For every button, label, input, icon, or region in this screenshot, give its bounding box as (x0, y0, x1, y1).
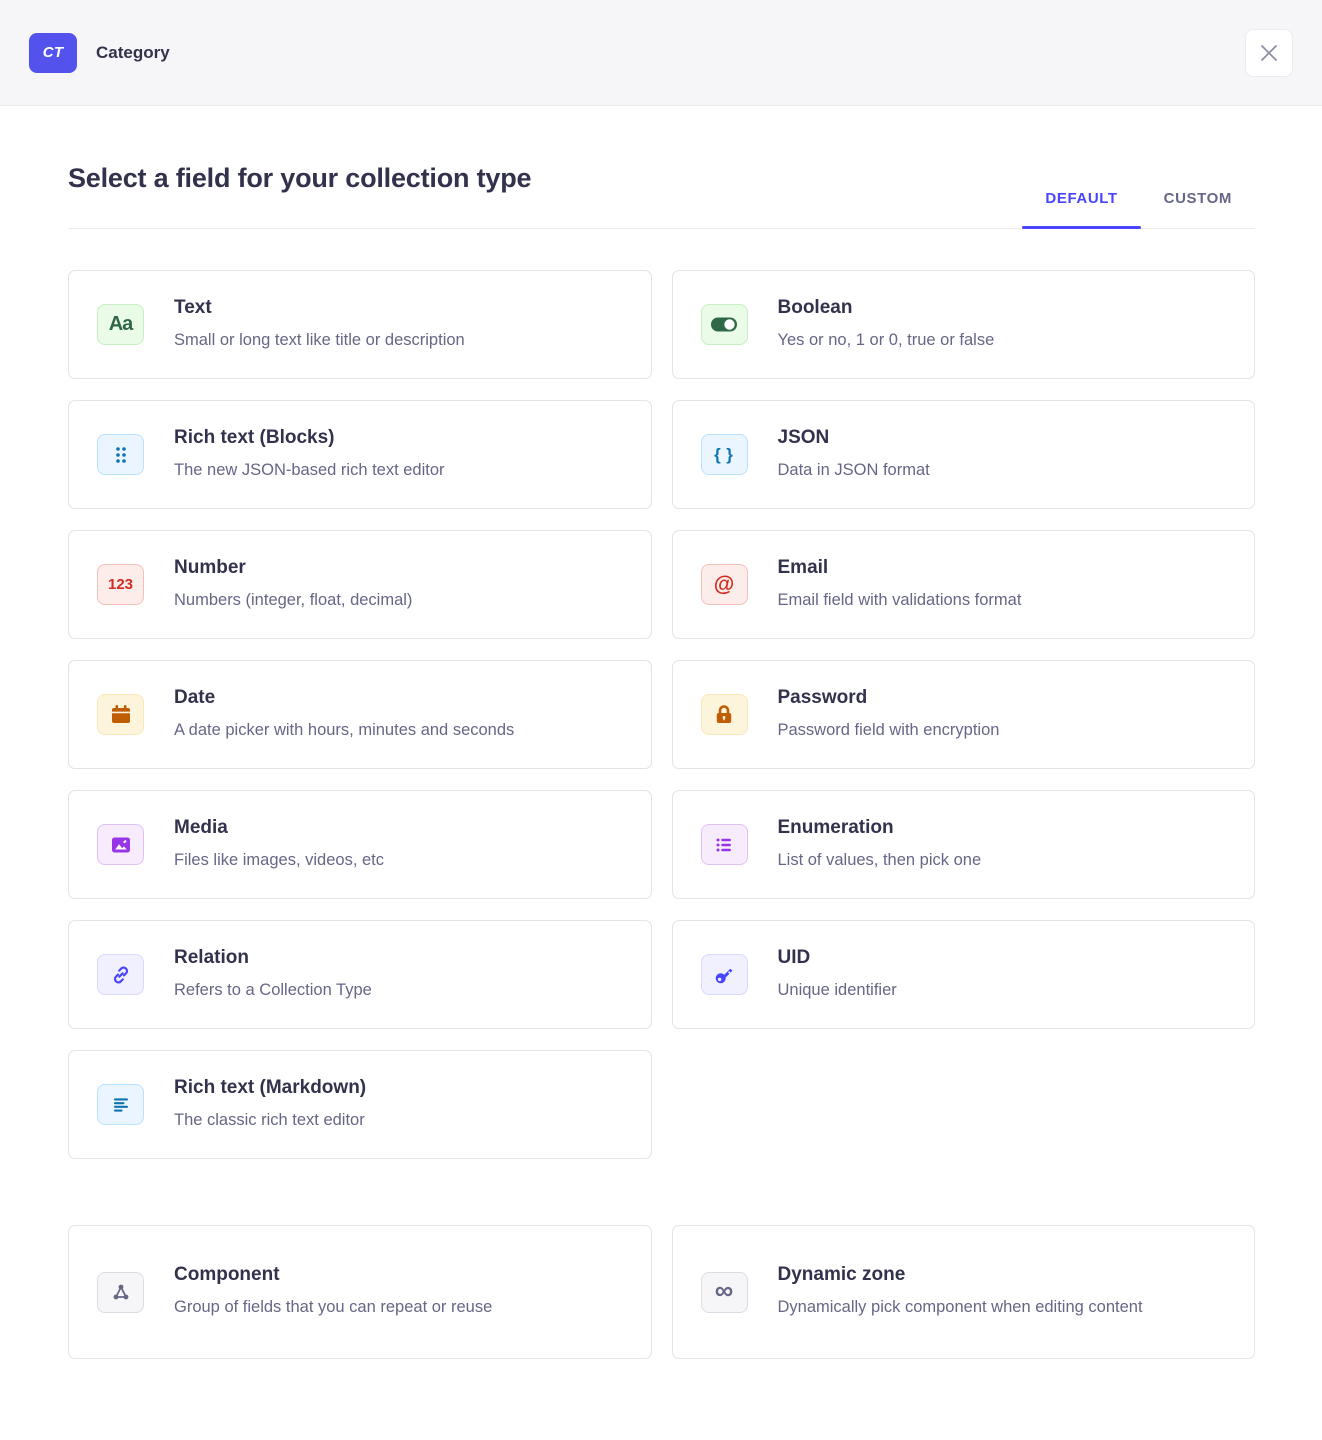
relation-icon (97, 954, 144, 995)
field-card-text[interactable] (68, 270, 652, 379)
page-title: Select a field for your collection type (68, 163, 532, 193)
field-card-description: Password field with encryption (777, 720, 1000, 739)
field-card-text (778, 1264, 1143, 1320)
field-card-enumeration[interactable] (672, 790, 1256, 899)
content-type-name: Category (96, 42, 170, 62)
field-card-media[interactable] (68, 790, 652, 899)
field-card-text (174, 817, 384, 873)
field-card-title: UID (777, 946, 811, 968)
field-card-component[interactable] (68, 1225, 652, 1359)
richtext-blocks-icon (97, 434, 144, 475)
field-card-text (174, 1077, 366, 1133)
field-card-description: Small or long text like title or description (174, 330, 465, 349)
field-card-title: Text (174, 296, 212, 318)
field-card-description: Group of fields that you can repeat or reuse (174, 1298, 493, 1316)
field-card-text (174, 687, 514, 743)
field-card-description: A date picker with hours, minutes and seconds (174, 720, 515, 739)
field-card-text (778, 297, 995, 353)
number-icon: 123 (97, 564, 144, 605)
field-card-title: Password (777, 686, 868, 708)
field-card-text (778, 687, 1000, 743)
field-card-title: Rich text (Markdown) (174, 1076, 367, 1098)
field-card-description: The classic rich text editor (174, 1110, 365, 1129)
enumeration-icon (701, 824, 748, 865)
field-card-text (174, 1264, 492, 1320)
field-card-description: Email field with validations format (777, 590, 1022, 609)
dynamiczone-icon: ∞ (701, 1272, 748, 1313)
field-card-description: Yes or no, 1 or 0, true or false (777, 330, 995, 349)
field-card-description: Files like images, videos, etc (174, 850, 384, 869)
field-card-json[interactable] (672, 400, 1256, 509)
field-card-title: Relation (174, 946, 249, 968)
field-card-text (174, 297, 465, 353)
text-icon: Aa (97, 304, 144, 345)
content-type-badge: CT (29, 33, 77, 73)
field-card-title: Rich text (Blocks) (174, 426, 335, 448)
field-card-title: Date (174, 686, 216, 708)
modal-body (0, 106, 1322, 1359)
field-card-title: JSON (777, 426, 830, 448)
field-card-title: Boolean (777, 296, 853, 318)
field-card-description: The new JSON-based rich text editor (174, 460, 445, 479)
field-card-text (778, 557, 1022, 613)
field-card-description: Unique identifier (777, 980, 897, 999)
field-card-dynamiczone[interactable] (672, 1225, 1256, 1359)
tab-custom[interactable]: CUSTOM (1141, 190, 1255, 228)
field-card-email[interactable] (672, 530, 1256, 639)
boolean-icon (701, 304, 748, 345)
email-icon: @ (701, 564, 748, 605)
field-card-richtext-markdown[interactable] (68, 1050, 652, 1159)
field-card-text (174, 427, 445, 483)
password-icon (701, 694, 748, 735)
field-card-description: Data in JSON format (777, 460, 930, 479)
title-row (68, 163, 1255, 229)
field-card-description: Dynamically pick component when editing content (777, 1298, 1143, 1316)
field-card-title: Enumeration (777, 816, 894, 838)
field-card-number[interactable] (68, 530, 652, 639)
field-card-boolean[interactable] (672, 270, 1256, 379)
field-card-relation[interactable] (68, 920, 652, 1029)
close-icon (1258, 42, 1280, 64)
close-button[interactable] (1245, 29, 1293, 77)
date-icon (97, 694, 144, 735)
field-card-text (174, 947, 372, 1003)
field-card-uid[interactable] (672, 920, 1256, 1029)
tab-bar (1022, 190, 1255, 228)
field-card-title: Component (174, 1264, 280, 1285)
richtext-markdown-icon (97, 1084, 144, 1125)
advanced-fields-grid (68, 1225, 1255, 1359)
field-card-text (174, 557, 412, 613)
field-card-description: Numbers (integer, float, decimal) (174, 590, 413, 609)
field-card-text (778, 947, 897, 1003)
field-card-title: Dynamic zone (777, 1264, 906, 1285)
field-card-text (778, 427, 930, 483)
media-icon (97, 824, 144, 865)
tab-default[interactable]: DEFAULT (1022, 190, 1140, 228)
default-fields-grid (68, 270, 1255, 1159)
uid-icon (701, 954, 748, 995)
field-card-title: Number (174, 556, 246, 578)
field-card-description: List of values, then pick one (777, 850, 982, 869)
field-card-title: Media (174, 816, 228, 838)
component-icon (97, 1272, 144, 1313)
field-card-password[interactable] (672, 660, 1256, 769)
field-card-text (778, 817, 982, 873)
field-card-richtext-blocks[interactable] (68, 400, 652, 509)
json-icon: { } (701, 434, 748, 475)
modal-header (0, 0, 1322, 106)
field-card-description: Refers to a Collection Type (174, 980, 372, 999)
field-card-title: Email (777, 556, 829, 578)
field-card-date[interactable] (68, 660, 652, 769)
